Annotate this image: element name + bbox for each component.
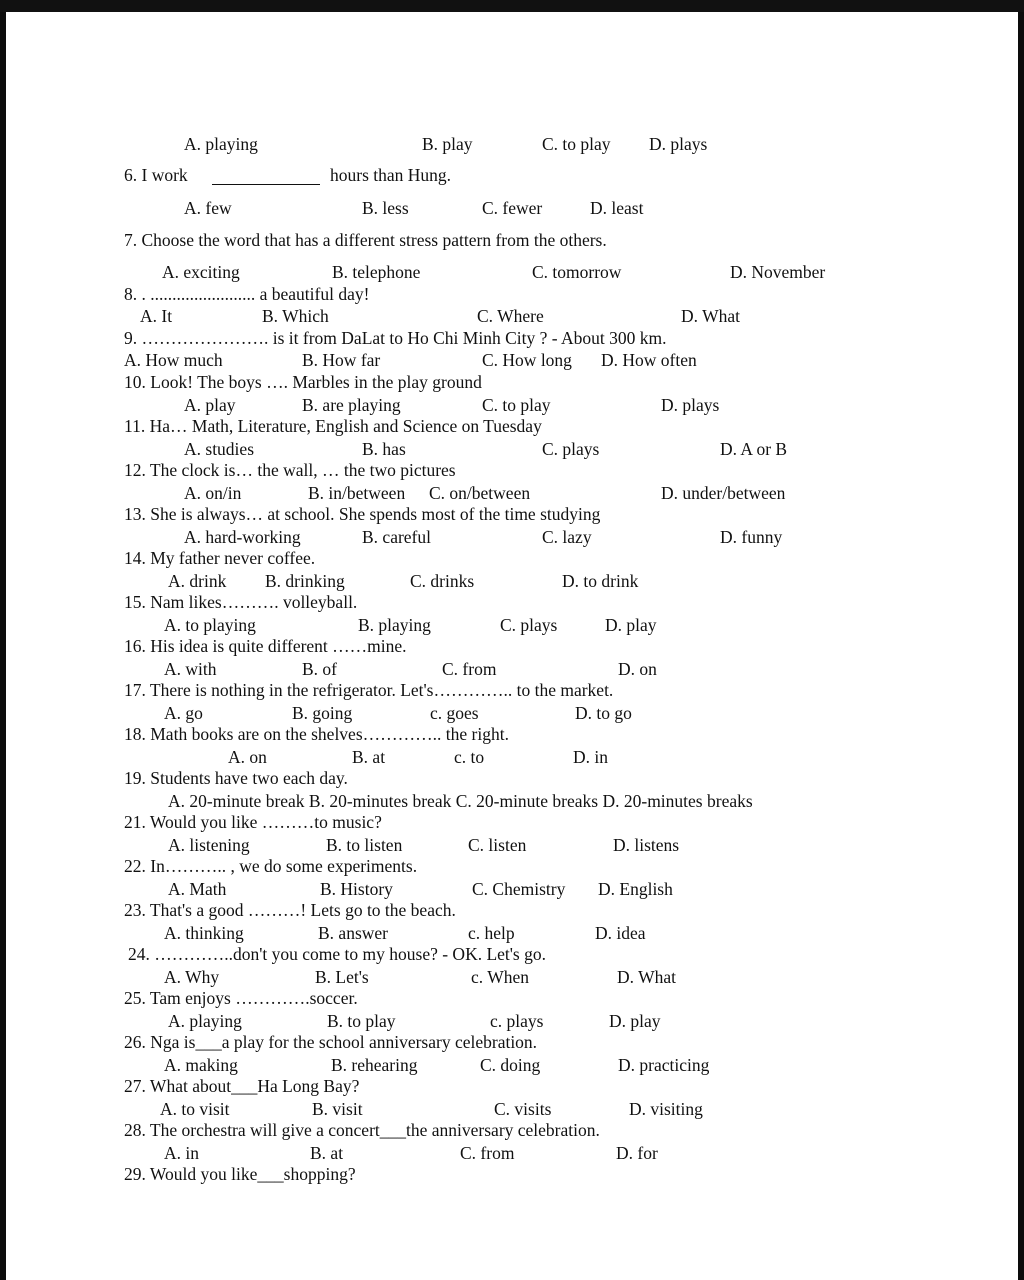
answer-option: D. least [590, 198, 644, 218]
answer-option: C. drinks [410, 571, 475, 591]
answer-option: A. to playing [164, 615, 256, 635]
answer-option: A. making [164, 1055, 238, 1075]
answer-option: D. play [609, 1011, 661, 1031]
answer-blank-line [212, 184, 320, 185]
answer-option: D. for [616, 1143, 658, 1163]
question-text: 21. Would you like ………to music? [124, 812, 382, 832]
answer-option: D. A or B [720, 439, 788, 459]
question-text: hours than Hung. [330, 165, 452, 185]
answer-option: A. go [164, 703, 203, 723]
document-page [6, 12, 1018, 1280]
answer-option: A. in [164, 1143, 199, 1163]
answer-option: c. help [468, 923, 515, 943]
answer-option: D. How often [601, 350, 697, 370]
answer-option: D. in [573, 747, 608, 767]
answer-option: D. visiting [629, 1099, 703, 1119]
answer-option: C. tomorrow [532, 262, 622, 282]
answer-option: A. playing [184, 134, 258, 154]
answer-option: B. play [422, 134, 473, 154]
answer-option: C. plays [500, 615, 558, 635]
answer-option: D. on [618, 659, 657, 679]
answer-option: C. fewer [482, 198, 543, 218]
answer-option: B. visit [312, 1099, 363, 1119]
answer-option: B. are playing [302, 395, 401, 415]
answer-option: C. Chemistry [472, 879, 566, 899]
answer-option: c. goes [430, 703, 479, 723]
answer-option: C. from [460, 1143, 515, 1163]
answer-option: D. under/between [661, 483, 786, 503]
answer-option: D. What [617, 967, 676, 987]
answer-option: A. few [184, 198, 232, 218]
answer-option: A. How much [124, 350, 223, 370]
answer-option: A. hard-working [184, 527, 301, 547]
answer-option: A. listening [168, 835, 250, 855]
answer-option: B. in/between [308, 483, 406, 503]
answer-option: C. listen [468, 835, 527, 855]
question-text: 27. What about___Ha Long Bay? [124, 1076, 360, 1096]
question-text: 22. In……….. , we do some experiments. [124, 856, 418, 876]
answer-option: B. playing [358, 615, 431, 635]
answer-option: A. to visit [160, 1099, 230, 1119]
question-text: 7. Choose the word that has a different stress pattern from the others. [124, 230, 607, 250]
answer-option: A. with [164, 659, 217, 679]
answer-option: B. drinking [265, 571, 345, 591]
answer-option: D. What [681, 306, 740, 326]
answer-option: c. When [471, 967, 529, 987]
question-text: 10. Look! The boys …. Marbles in the play ground [124, 372, 482, 392]
answer-option: B. Which [262, 306, 329, 326]
answer-option: D. November [730, 262, 826, 282]
answer-option: B. to play [327, 1011, 396, 1031]
answer-option: D. English [598, 879, 673, 899]
answer-option: B. answer [318, 923, 388, 943]
answer-option: A. on [228, 747, 267, 767]
answer-option: D. to drink [562, 571, 639, 591]
answer-option: A. Math [168, 879, 227, 899]
answer-option: A. on/in [184, 483, 242, 503]
answer-option: B. at [310, 1143, 344, 1163]
question-text: 18. Math books are on the shelves………….. the right. [124, 724, 509, 744]
answer-option: B. at [352, 747, 386, 767]
answer-option: C. doing [480, 1055, 541, 1075]
answer-option: B. History [320, 879, 393, 899]
question-text: 26. Nga is___a play for the school anniversary celebration. [124, 1032, 538, 1052]
question-text: 16. His idea is quite different ……mine. [124, 636, 407, 656]
answer-option: C. lazy [542, 527, 592, 547]
answer-option: C. How long [482, 350, 572, 370]
answer-option: A. playing [168, 1011, 242, 1031]
answer-option: B. How far [302, 350, 381, 370]
answer-option: B. has [362, 439, 406, 459]
answer-option: C. Where [477, 306, 544, 326]
question-text: 19. Students have two each day. [124, 768, 348, 788]
question-text: 15. Nam likes………. volleyball. [124, 592, 358, 612]
answer-option: D. plays [661, 395, 720, 415]
answer-option: A. exciting [162, 262, 240, 282]
answer-option: B. telephone [332, 262, 421, 282]
answer-option: B. going [292, 703, 353, 723]
answer-option: B. of [302, 659, 337, 679]
answer-option: C. on/between [429, 483, 531, 503]
question-text: 24. …………..don't you come to my house? - OK. Let's go. [128, 944, 546, 964]
question-text: 6. I work [124, 165, 188, 185]
question-text: 14. My father never coffee. [124, 548, 316, 568]
answer-option: B. to listen [326, 835, 403, 855]
answer-option: A. thinking [164, 923, 244, 943]
answer-option: D. idea [595, 923, 646, 943]
answer-option: D. plays [649, 134, 708, 154]
top-border [0, 0, 1024, 12]
answer-option: A. 20-minute break B. 20-minutes break C. 20-minute breaks D. 20-minutes breaks [168, 791, 753, 811]
answer-option: B. less [362, 198, 409, 218]
question-text: 25. Tam enjoys ………….soccer. [124, 988, 358, 1008]
question-text: 17. There is nothing in the refrigerator. Let's………….. to the market. [124, 680, 614, 700]
answer-option: D. practicing [618, 1055, 710, 1075]
question-text: 13. She is always… at school. She spends most of the time studying [124, 504, 601, 524]
answer-option: B. rehearing [331, 1055, 418, 1075]
answer-option: A. Why [164, 967, 220, 987]
answer-option: B. Let's [315, 967, 369, 987]
answer-option: C. from [442, 659, 497, 679]
answer-option: D. to go [575, 703, 632, 723]
answer-option: C. to play [482, 395, 551, 415]
answer-option: C. visits [494, 1099, 552, 1119]
question-text: 11. Ha… Math, Literature, English and Science on Tuesday [124, 416, 542, 436]
question-text: 12. The clock is… the wall, … the two pictures [124, 460, 456, 480]
answer-option: C. plays [542, 439, 600, 459]
answer-option: c. plays [490, 1011, 544, 1031]
answer-option: c. to [454, 747, 485, 767]
question-text: 29. Would you like___shopping? [124, 1164, 356, 1184]
question-text: 28. The orchestra will give a concert___the anniversary celebration. [124, 1120, 600, 1140]
answer-option: D. funny [720, 527, 783, 547]
question-text: 23. That's a good ………! Lets go to the beach. [124, 900, 456, 920]
answer-option: A. studies [184, 439, 254, 459]
question-text: 9. …………………. is it from DaLat to Ho Chi Minh City ? - About 300 km. [124, 328, 667, 348]
answer-option: A. It [140, 306, 173, 326]
question-text: 8. . ........................ a beautiful day! [124, 284, 370, 304]
answer-option: D. play [605, 615, 657, 635]
answer-option: A. drink [168, 571, 227, 591]
answer-option: B. careful [362, 527, 431, 547]
answer-option: D. listens [613, 835, 680, 855]
answer-option: C. to play [542, 134, 611, 154]
answer-option: A. play [184, 395, 236, 415]
